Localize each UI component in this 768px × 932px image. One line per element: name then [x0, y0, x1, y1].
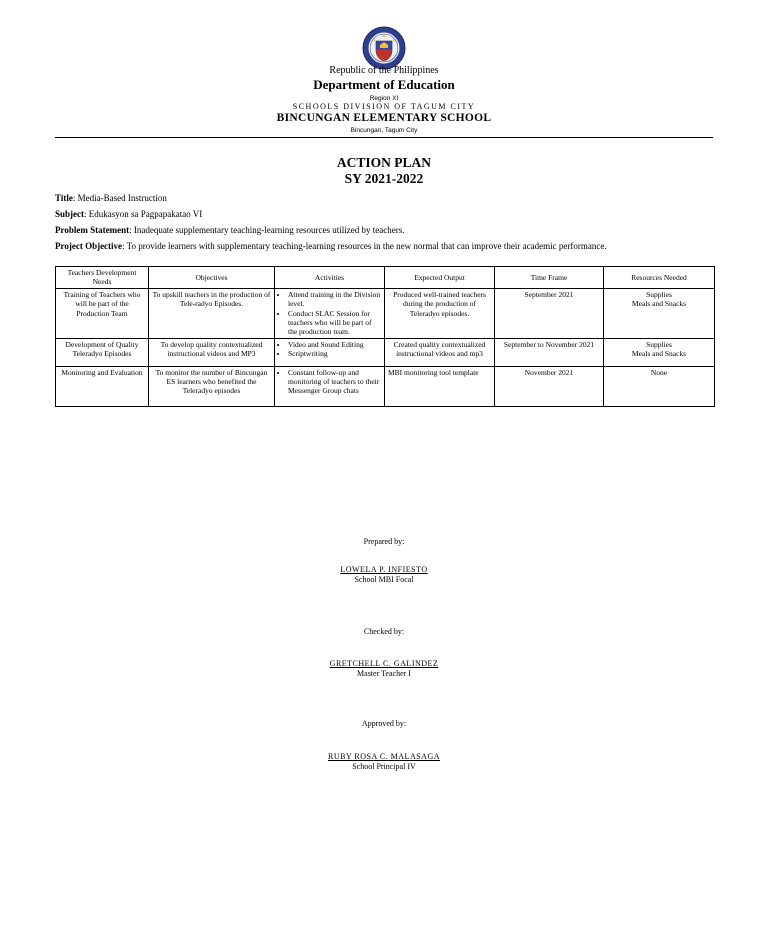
need-cell: Monitoring and Evaluation — [56, 366, 149, 406]
header-divider — [55, 137, 713, 138]
prepared-by-name: LOWELA P. INFIESTO — [340, 565, 428, 574]
department-name: Department of Education — [313, 77, 455, 92]
division-text: SCHOOLS DIVISION OF TAGUM CITY — [292, 102, 476, 111]
need-cell: Training of Teachers who will be part of the Production Team — [56, 288, 149, 338]
resource-item: Supplies — [646, 289, 672, 299]
resources-cell — [604, 338, 715, 366]
prepared-by-label: Prepared by: — [363, 537, 405, 546]
table-row — [56, 366, 715, 406]
activities-cell — [275, 366, 385, 406]
activities-cell — [275, 288, 385, 338]
action-plan-table — [55, 266, 715, 407]
objective-cell: To monitor the number of Bincungan ES learners who benefited the Teleradyo episodes — [149, 366, 275, 406]
time-frame-cell: November 2021 — [495, 366, 604, 406]
column-header: Resources Needed — [604, 267, 715, 289]
checked-by-label: Checked by: — [363, 627, 405, 636]
table-header-row — [56, 267, 715, 289]
school-name: BINCUNGAN ELEMENTARY SCHOOL — [276, 112, 492, 124]
approved-by-name: RUBY ROSA C. MALASAGA — [328, 752, 440, 761]
school-year: SY 2021-2022 — [344, 171, 424, 186]
activity-item: • Conduct SLAC Session for teachers who will be part of the production team. — [288, 309, 381, 337]
output-cell: Created quality contextualized instructional videos and mp3 — [385, 338, 495, 366]
resource-item: Meals and Snacks — [631, 299, 687, 309]
column-header: Time Frame — [495, 267, 604, 289]
region-text: Region XI — [369, 95, 399, 102]
output-cell: Produced well-trained teachers during the production of Teleradyo episodes. — [385, 288, 495, 338]
resource-item: Supplies — [646, 339, 672, 349]
approved-by-label: Approved by: — [361, 719, 407, 728]
resources-cell — [604, 366, 715, 406]
prepared-by-title: School MBI Focal — [354, 575, 414, 584]
subject-line: Subject: Edukasyon sa Pagpapakatao VI — [55, 209, 203, 219]
table-row — [56, 338, 715, 366]
deped-seal-logo — [362, 26, 406, 70]
need-cell: Development of Quality Teleradyo Episodes — [56, 338, 149, 366]
resources-cell — [604, 288, 715, 338]
checked-by-title: Master Teacher I — [357, 669, 411, 678]
checked-by-name: GRETCHELL C. GALINDEZ — [329, 659, 439, 668]
activity-item: • Scriptwriting — [288, 349, 381, 358]
column-header: Teachers Development Needs — [56, 267, 149, 289]
republic-text: Republic of the Philippines — [329, 65, 439, 76]
resource-item: None — [650, 367, 668, 377]
title-line: Title: Media-Based Instruction — [55, 193, 167, 203]
approved-by-title: School Principal IV — [352, 762, 416, 771]
time-frame-cell: September to November 2021 — [495, 338, 604, 366]
column-header: Objectives — [149, 267, 275, 289]
problem-statement-line: Problem Statement: Inadequate supplementary teaching-learning resources utilized by teachers. — [55, 225, 405, 235]
document-title: ACTION PLAN — [336, 155, 432, 170]
activity-item: • Attend training in the Division level. — [288, 290, 381, 309]
objective-cell: To upskill teachers in the production of Tele-radyo Episodes. — [149, 288, 275, 338]
activity-item: • Constant follow-up and monitoring of teachers to their Messenger Group chats — [288, 368, 381, 396]
column-header: Expected Output — [385, 267, 495, 289]
objective-cell: To develop quality contextualized instructional videos and MP3 — [149, 338, 275, 366]
output-cell: MBI monitoring tool template — [385, 366, 495, 406]
activity-item: • Video and Sound Editing — [288, 340, 381, 349]
school-address: Bincungan, Tagum City — [350, 127, 418, 134]
table-row — [56, 288, 715, 338]
time-frame-cell: September 2021 — [495, 288, 604, 338]
activities-cell — [275, 338, 385, 366]
project-objective-line: Project Objective: To provide learners with supplementary teaching-learning resources in the new normal that can improve their academic performance. — [55, 241, 607, 251]
column-header: Activities — [275, 267, 385, 289]
resource-item: Meals and Snacks — [631, 349, 687, 358]
